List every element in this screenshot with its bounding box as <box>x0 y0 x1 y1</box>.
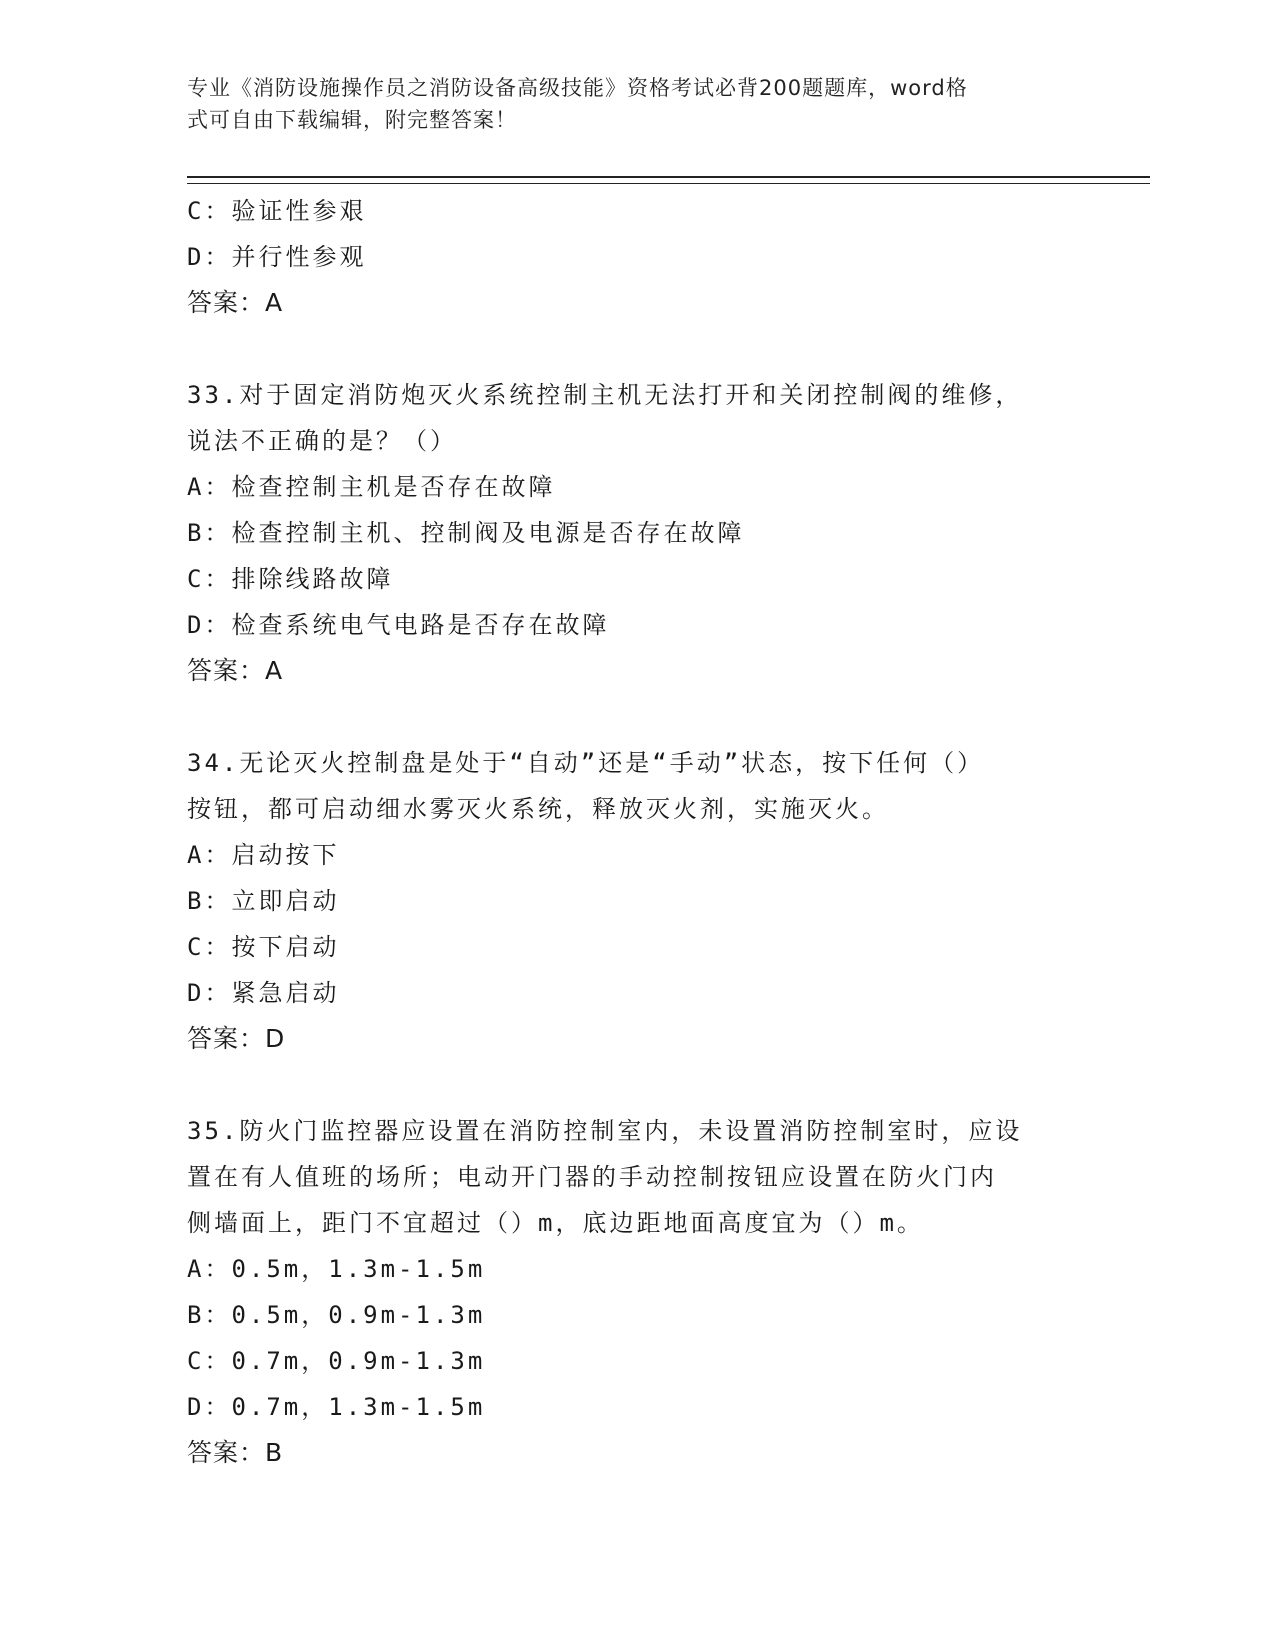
question-35 <box>187 1108 1087 1476</box>
question-stem: 说法不正确的是？（） <box>187 427 457 455</box>
answer: 答案：A <box>187 656 284 685</box>
option-b: B：0.5m，0.9m-1.3m <box>187 1301 486 1329</box>
question-content <box>187 188 1087 1476</box>
spacer <box>187 326 1087 372</box>
question-stem: 34.无论灭火控制盘是处于“自动”还是“手动”状态，按下任何（） <box>187 749 985 777</box>
option-c: C：按下启动 <box>187 933 340 961</box>
option-c: C：验证性参艰 <box>187 197 367 225</box>
answer: 答案：A <box>187 288 284 317</box>
prev-question-block <box>187 188 1087 326</box>
option-a: A：检查控制主机是否存在故障 <box>187 473 556 501</box>
option-c: C：0.7m，0.9m-1.3m <box>187 1347 486 1375</box>
option-d: D：检查系统电气电路是否存在故障 <box>187 611 610 639</box>
option-b: B：立即启动 <box>187 887 340 915</box>
question-stem: 侧墙面上，距门不宜超过（）m，底边距地面高度宜为（）m。 <box>187 1209 924 1237</box>
option-a: A：启动按下 <box>187 841 340 869</box>
answer: 答案：D <box>187 1024 286 1053</box>
question-stem: 33.对于固定消防炮灭火系统控制主机无法打开和关闭控制阀的维修， <box>187 381 1023 409</box>
header-divider <box>187 176 1150 184</box>
option-d: D：紧急启动 <box>187 979 340 1007</box>
spacer <box>187 694 1087 740</box>
question-stem: 按钮，都可启动细水雾灭火系统，释放灭火剂，实施灭火。 <box>187 795 889 823</box>
spacer <box>187 1062 1087 1108</box>
question-stem: 置在有人值班的场所；电动开门器的手动控制按钮应设置在防火门内 <box>187 1163 997 1191</box>
option-d: D：并行性参观 <box>187 243 367 271</box>
option-d: D：0.7m，1.3m-1.5m <box>187 1393 486 1421</box>
answer: 答案：B <box>187 1438 284 1467</box>
question-34 <box>187 740 1087 1062</box>
question-33 <box>187 372 1087 694</box>
header-line-2: 式可自由下载编辑，附完整答案！ <box>187 108 517 132</box>
option-c: C：排除线路故障 <box>187 565 394 593</box>
question-stem: 35.防火门监控器应设置在消防控制室内，未设置消防控制室时，应设 <box>187 1117 1023 1145</box>
option-b: B：检查控制主机、控制阀及电源是否存在故障 <box>187 519 745 547</box>
page-header <box>187 72 1067 136</box>
option-a: A：0.5m，1.3m-1.5m <box>187 1255 486 1283</box>
header-line-1: 专业《消防设施操作员之消防设备高级技能》资格考试必背200题题库，word格 <box>187 76 968 100</box>
